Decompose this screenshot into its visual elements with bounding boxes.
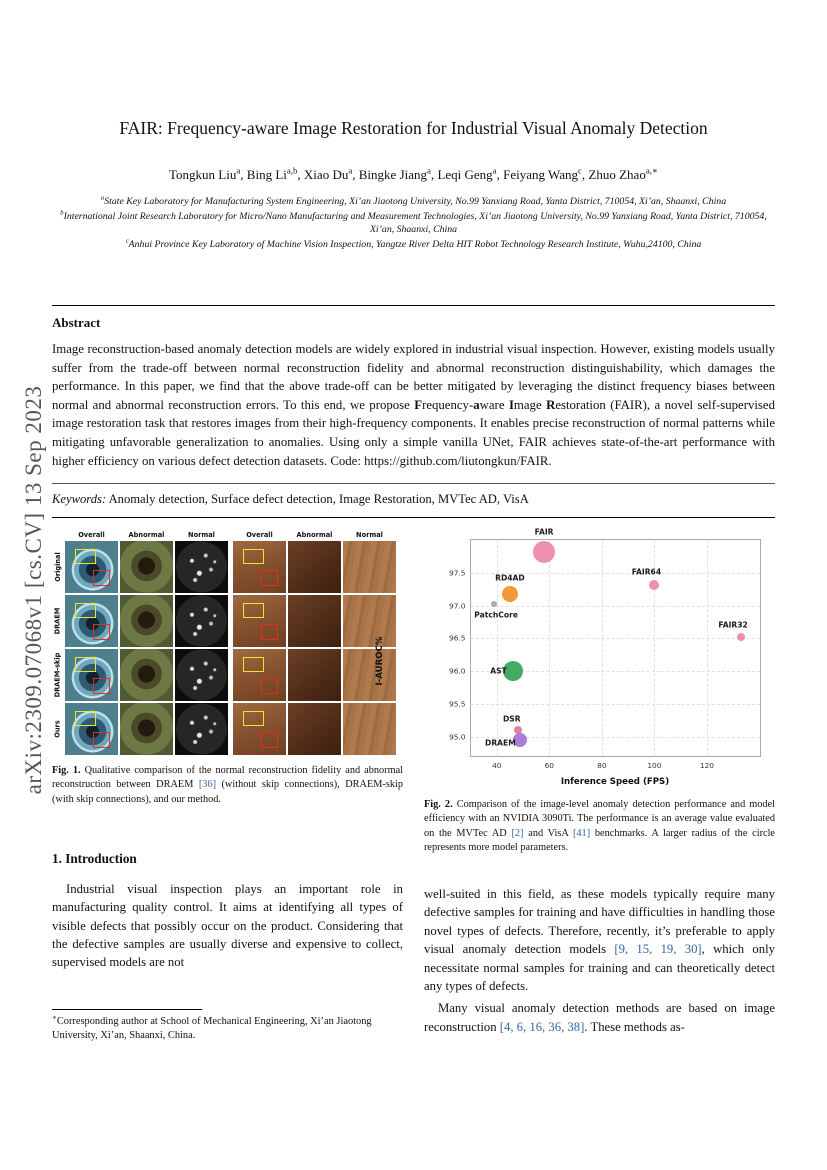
annotation-box-yellow	[243, 657, 264, 671]
text-segment: Image reconstruction-based anomaly detection models are widely explored in industrial visual inspection. However, existing models usually suffer from the trade-off between normal reconstruction fidelity and abnormal reconstruction distinguishability, which damages the performance. In this paper, we find that the above trade-off can be better mitigated by leveraging the distinct frequency biases between normal and abnormal reconstruction errors. To this end, we propose	[52, 342, 775, 412]
fig1-thumb-original-3	[233, 541, 286, 593]
fig1-row-label: DRAEM	[53, 607, 62, 635]
text-segment: Anomaly detection, Surface defect detection, Image Restoration, MVTec AD, VisA	[106, 492, 529, 507]
fig2-x-axis-label: Inference Speed (FPS)	[560, 777, 670, 788]
fig2-xtick: 120	[699, 761, 715, 771]
text-segment: Many visual anomaly detection methods are based on image reconstruction	[424, 1001, 775, 1034]
text-segment: (without skip connections), DRAEM-skip (with skip connections), and our method.	[52, 779, 403, 805]
text-segment: , Xiao Du	[297, 167, 349, 182]
text-segment: I	[508, 397, 514, 412]
annotation-box-red	[261, 570, 279, 586]
corresponding-author-footnote	[52, 1009, 403, 1043]
fig1-thumb-ours-0	[65, 703, 118, 755]
citation-link[interactable]: [36]	[198, 779, 217, 791]
text-segment: requency-	[422, 397, 474, 412]
fig2-ytick: 97.5	[449, 568, 466, 578]
gridline-v	[602, 540, 603, 756]
fig1-thumb-original-5	[343, 541, 396, 593]
citation-link[interactable]: [4, 6, 16, 36, 38]	[499, 1019, 585, 1034]
gridline-h	[471, 606, 760, 607]
fig1-thumb-ours-3	[233, 703, 286, 755]
text-segment: International Joint Research Laboratory for Micro/Nano Manufacturing and Measurement Technologies, Xi’an Jiaotong University, No.99 Yanxiang Road, Yanta District, 710054, Xi’an, Shaanxi, China	[63, 210, 767, 235]
annotation-box-red	[261, 624, 279, 640]
figure2	[374, 527, 766, 789]
fig1-thumb-draem-3	[233, 595, 286, 647]
text-segment: State Key Laboratory for Manufacturing System Engineering, Xi’an Jiaotong University, No.99 Yanxiang Road, Yanta District, 710054, Xi’an, Shaanxi, China	[104, 196, 727, 207]
fig2-point-fair64	[649, 580, 659, 590]
text-segment: R	[546, 397, 556, 412]
annotation-box-yellow	[243, 603, 264, 617]
fig1-thumb-draem-skip-1	[120, 649, 173, 701]
text-segment: ∗	[52, 1013, 57, 1022]
two-column-area	[52, 527, 775, 1043]
intro-paragraph-right-1	[424, 885, 775, 995]
text-segment: estoration (FAIR), a novel self-supervised image restoration task that restores images from their high-frequency components. It enables precise reconstruction of normal patterns while mitigating unfavorable generalization to anomalies. Using only a simple vanilla UNet, FAIR achieves state-of-the-art performance with higher efficiency on various defect detection datasets. Code: https://github.com/liutongkun/FAIR.	[52, 397, 775, 468]
citation-link[interactable]: [9, 15, 19, 30]	[614, 942, 702, 957]
gridline-v	[497, 540, 498, 756]
fig1-col-header-0: Overall	[78, 531, 105, 540]
text-segment: a	[473, 397, 480, 412]
text-segment: a	[492, 165, 497, 176]
text-segment: Comparison of the image-level anomaly detection performance and model efficiency with an NVIDIA 3090Ti. The performance is an average value evaluated on the MVTec AD	[424, 799, 775, 839]
fig2-ytick: 96.5	[449, 633, 466, 643]
text-segment: , Zhuo Zhao	[581, 167, 646, 182]
fig2-xtick: 40	[492, 761, 502, 771]
text-segment: F	[414, 397, 423, 412]
fig1-thumb-draem-4	[288, 595, 341, 647]
fig1-thumb-draem-0	[65, 595, 118, 647]
text-segment: , Leqi Geng	[430, 167, 493, 182]
gridline-v	[549, 540, 550, 756]
keywords-line	[52, 483, 775, 518]
abstract-block	[52, 305, 775, 518]
fig1-col-header-5: Normal	[356, 531, 383, 540]
left-column	[52, 531, 403, 1043]
text-segment: , Feiyang Wang	[496, 167, 578, 182]
annotation-box-red	[93, 678, 111, 694]
fig2-point-fair	[533, 541, 555, 563]
fig1-thumb-draem-skip-4	[288, 649, 341, 701]
text-segment: a	[100, 194, 105, 202]
fig2-point-label-fair32: FAIR32	[718, 620, 748, 630]
fig1-row-label: Ours	[53, 720, 62, 738]
text-segment: and VisA	[523, 827, 573, 839]
section-heading-introduction: 1. Introduction	[52, 850, 137, 866]
fig1-row-label: Original	[53, 552, 62, 582]
annotation-box-red	[261, 732, 279, 748]
fig1-thumb-draem-1	[120, 595, 173, 647]
fig1-col-header-4: Abnormal	[296, 531, 333, 540]
text-segment: Fig. 2.	[424, 799, 453, 811]
fig1-col-header-1: Abnormal	[128, 531, 165, 540]
fig2-point-label-dsr: DSR	[502, 714, 521, 724]
fig1-thumb-draem-skip-5	[343, 649, 396, 701]
paper-title: FAIR: Frequency-aware Image Restoration for Industrial Visual Anomaly Detection	[119, 118, 708, 138]
text-segment: Qualitative comparison of the normal reconstruction fidelity and abnormal reconstruction between DRAEM	[52, 765, 404, 791]
fig2-point-label-fair: FAIR	[534, 527, 554, 537]
figure2-caption	[424, 798, 775, 855]
fig2-point-label-fair64: FAIR64	[631, 567, 662, 577]
intro-paragraph-right-2	[424, 999, 775, 1036]
fig1-thumb-ours-1	[120, 703, 173, 755]
fig1-thumb-ours-2	[175, 703, 228, 755]
fig1-thumb-draem-2	[175, 595, 228, 647]
citation-link[interactable]: [41]	[572, 827, 591, 839]
fig1-thumb-original-0	[65, 541, 118, 593]
gridline-h	[471, 704, 760, 705]
annotation-box-red	[261, 678, 279, 694]
fig2-xtick: 60	[544, 761, 555, 771]
annotation-box-yellow	[243, 549, 264, 563]
footnote-rule	[52, 1009, 202, 1010]
fig2-point-label-rd4ad: RD4AD	[495, 573, 525, 583]
text-segment: . These methods as-	[584, 1019, 685, 1034]
text-segment: a,∗	[645, 165, 658, 176]
fig1-thumb-ours-5	[343, 703, 396, 755]
fig1-thumb-draem-5	[343, 595, 396, 647]
affiliation-a	[52, 195, 775, 209]
text-segment: a	[348, 165, 353, 176]
fig2-xtick: 100	[647, 761, 662, 771]
affiliations	[52, 195, 775, 251]
text-segment: a	[427, 165, 431, 176]
fig1-thumb-draem-skip-3	[233, 649, 286, 701]
fig1-thumb-draem-skip-0	[65, 649, 118, 701]
fig2-point-label-draem: DRAEM	[485, 738, 516, 748]
right-column	[374, 527, 775, 1043]
fig2-point-label-ast: AST	[490, 666, 507, 676]
fig2-point-rd4ad	[502, 586, 518, 602]
text-segment: well-suited in this field, as these models typically require many defective samples for training and have difficulties in handling those novel types of defects. Therefore, recently, it’s preferable to apply visual anomaly detection models	[424, 886, 775, 957]
fig2-ytick: 97.0	[449, 601, 466, 611]
paper-content	[52, 0, 775, 1043]
fig1-col-header-2: Normal	[188, 531, 215, 540]
footnote-text	[52, 1015, 403, 1043]
fig1-thumb-ours-4	[288, 703, 341, 755]
text-segment: b	[60, 209, 64, 217]
text-segment: , Bing Li	[240, 167, 287, 182]
text-segment: , Bingke Jiang	[352, 167, 428, 182]
fig1-thumb-original-4	[288, 541, 341, 593]
abstract-body	[52, 340, 775, 470]
fig1-grid	[52, 531, 398, 755]
annotation-box-red	[93, 624, 111, 640]
arxiv-banner: arXiv:2309.07068v1 [cs.CV] 13 Sep 2023	[21, 385, 46, 795]
annotation-box-yellow	[75, 549, 96, 563]
affiliation-c	[52, 238, 775, 252]
citation-link[interactable]: [2]	[511, 827, 524, 839]
gridline-h	[471, 638, 760, 639]
text-segment: Fig. 1.	[52, 765, 81, 777]
figure1	[52, 531, 398, 755]
intro-paragraph-left: Industrial visual inspection plays an important role in manufacturing quality control. It aims at identifying all types of visible defects that possibly occur on the product. Considering that the defective samples are usually diverse and expensive to collect, supervised models are not	[52, 881, 403, 970]
fig2-y-axis-label: I-AUROC%	[374, 636, 385, 686]
annotation-box-yellow	[75, 657, 96, 671]
affiliation-b	[52, 210, 775, 237]
text-segment: c	[578, 165, 582, 176]
fig1-thumb-draem-skip-2	[175, 649, 228, 701]
fig2-plot-area	[449, 527, 761, 771]
text-segment: c	[125, 237, 129, 245]
fig2-ytick: 96.0	[449, 666, 466, 676]
abstract-heading: Abstract	[52, 315, 101, 330]
fig2-point-patchcore	[491, 601, 497, 607]
fig2-point-label-patchcore: PatchCore	[474, 610, 518, 620]
figure1-caption	[52, 764, 403, 807]
annotation-box-red	[93, 570, 111, 586]
fig1-col-header-3: Overall	[246, 531, 273, 540]
fig2-point-fair32	[737, 633, 745, 641]
text-segment: Corresponding author at School of Mechanical Engineering, Xi’an Jiaotong University, Xi’an, Shaanxi, China.	[52, 1016, 372, 1042]
fig1-thumb-original-2	[175, 541, 228, 593]
annotation-box-yellow	[75, 711, 96, 725]
fig1-thumb-original-1	[120, 541, 173, 593]
text-segment: ware	[479, 397, 509, 412]
gridline-v	[707, 540, 708, 756]
fig2-ytick: 95.5	[449, 699, 466, 709]
fig2-xtick: 80	[597, 761, 607, 771]
annotation-box-yellow	[243, 711, 264, 725]
text-segment: Anhui Province Key Laboratory of Machine Vision Inspection, Yangtze River Delta HIT Robot Technology Research Institute, Wuhu,24100, China	[128, 238, 702, 250]
text-segment: Keywords:	[52, 492, 107, 507]
text-segment: Tongkun Liu	[169, 167, 237, 182]
text-segment: , which only necessitate normal samples for training and can theoretically detect any types of defects.	[424, 942, 775, 993]
annotation-box-red	[93, 732, 111, 748]
text-segment: a	[236, 165, 241, 176]
authors-line	[52, 167, 775, 183]
fig1-row-label: DRAEM-skip	[53, 652, 62, 698]
text-segment: mage	[513, 397, 547, 412]
text-segment: a,b	[286, 165, 298, 176]
text-segment: benchmarks. A larger radius of the circle represents more model parameters.	[424, 827, 775, 853]
fig2-ytick: 95.0	[449, 732, 466, 742]
annotation-box-yellow	[75, 603, 96, 617]
